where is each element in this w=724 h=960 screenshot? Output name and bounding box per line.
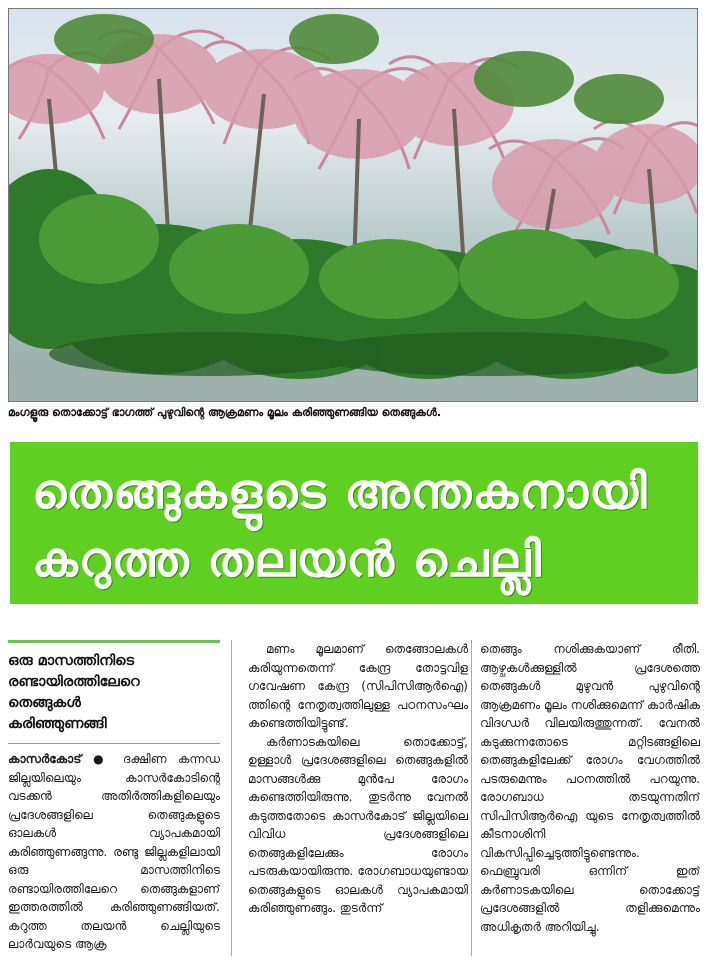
news-photo	[8, 8, 698, 402]
paragraph-text: ദക്ഷിണ കന്നഡ ജില്ലയിലെയും കാസർകോടിന്റെ വടക്കൻ അതിർത്തികളിലെയും പ്രദേശങ്ങളിലെ തെങ്ങുകളുടെ ഓലകൾ വ്യാപകമായി കരിഞ്ഞുണങ്ങുന്നു. രണ്ടു ജില്ലകളിലായി ഒരു മാസത്തിനിടെ രണ്ടായിരത്തിലേറെ തെങ്ങുകളാണ് ഇത്തരത്തിൽ കരിഞ്ഞുണങ്ങിയത്. കറുത്ത തലയൻ ചെല്ലിയുടെ ലാർവയുടെ ആക്ര	[8, 752, 220, 951]
paragraph: തെങ്ങും നശിക്കുകയാണ് രീതി. ആഴ്ചകൾക്കുള്ളിൽ പ്രദേശത്തെ തെങ്ങുകൾ മുഴുവൻ പുഴുവിന്റെ ആക്രമണം മൂലം നശിക്കുമെന്ന് കാർഷിക വിദഗ്ധർ വിലയിരുത്തുന്നത്. വേനൽ കടുക്കുന്നതോടെ മറ്റിടങ്ങളിലെ തെങ്ങുകളിലേക്ക് രോഗം വേഗത്തിൽ പടരുമെന്നും പഠനത്തിൽ പറയുന്നു. രോഗബാധ തടയുന്നതിന് സിപിസിആർഐ യുടെ നേതൃത്വത്തിൽ കീടനാശിനി വികസിപ്പിച്ചെടുത്തിട്ടുണ്ടെന്നും. ഫെബ്രുവരി ഒന്നിന് ഇത് കർണാടകയിലെ തൊക്കോട്ട് പ്രദേശങ്ങളിൽ തളിക്കുമെന്നും അധികൃതർ അറിയിച്ചു.	[480, 642, 700, 934]
column-divider	[231, 640, 232, 956]
article-column-1	[8, 640, 220, 956]
headline-line-2: കറുത്ത തലയൻ ചെല്ലി	[32, 532, 542, 588]
dateline: കാസർകോട് ●	[8, 752, 124, 766]
article-column-2	[248, 640, 468, 956]
kicker-line-1: ഒരു മാസത്തിനിടെ	[8, 653, 135, 669]
kicker-line-3: തെങ്ങുകൾ	[8, 695, 81, 711]
coconut-palms-mangroves-photo	[9, 9, 697, 401]
kicker-line-4: കരിഞ്ഞുണങ്ങി	[8, 716, 107, 732]
article-column-3	[480, 640, 700, 956]
headline-line-1: തെങ്ങുകളുടെ അന്തകനായി	[32, 464, 648, 520]
kicker-line-2: രണ്ടായിരത്തിലേറെ	[8, 674, 140, 690]
paragraph: മണം മൂലമാണ് തെങ്ങോലകൾ കരിയുന്നതെന്ന് കേന്ദ്ര തോട്ടവിള ഗവേഷണ കേന്ദ്ര (സിപിസിആർഐ) ത്തിന്റെ നേതൃത്വത്തിലുള്ള പഠനസംഘം കണ്ടെത്തിയിട്ടുണ്ട്.	[248, 642, 468, 730]
paragraph	[8, 750, 220, 954]
kicker	[8, 640, 220, 744]
paragraph: കർണാടകയിലെ തൊക്കോട്ട്, ഉള്ളാൾ പ്രദേശങ്ങളിലെ തെങ്ങുകളിൽ മാസങ്ങൾക്കു മുൻപേ രോഗം കണ്ടെത്തിയിരുന്നു. തുടർന്നു വേനൽ കടുത്തതോടെ കാസർകോട് ജില്ലയിലെ വിവിധ പ്രദേശങ്ങളിലെ തെങ്ങുകളിലേക്കും രോഗം പടരുകയായിരുന്നു. രോഗബാധയുണ്ടായ തെങ്ങുകളുടെ ഓലകൾ വ്യാപകമായി കരിഞ്ഞുണങ്ങും. തുടർന്ന്	[248, 734, 468, 915]
column-divider	[471, 640, 472, 956]
headline	[10, 442, 698, 604]
photo-caption: മംഗളൂരു തൊക്കോട്ട് ഭാഗത്ത് പുഴുവിന്റെ ആക്രമണം മൂലം കരിഞ്ഞുണങ്ങിയ തെങ്ങുകൾ.	[8, 406, 442, 419]
